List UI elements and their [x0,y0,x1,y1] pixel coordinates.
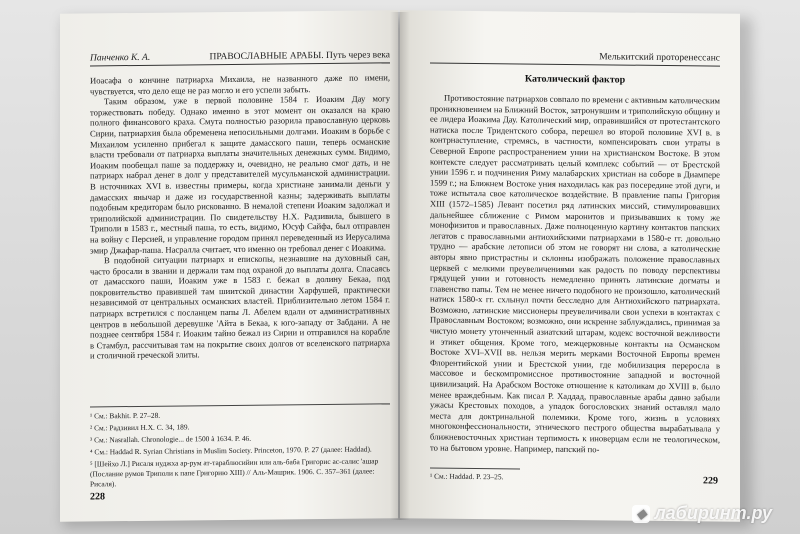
footnote: ² См.: Радзивил Н.Х. С. 34, 189. [90,422,190,433]
paragraph: В подобной ситуации патриарх и епископы, незнавшие на духовный сан, часто бросали в звании и держали там под охраной до выплаты долга. Спасаясь от дамасского паши, Иоаким уже в 1583 г. бежал в долину Бекаа, под покровительство правившей там шиитской династии Харфушей, практически независимой от центральных османских властей. Приблизительно летом 1584 г. патриарх встретился с посланцем папы Л. Абелем вдали от административных центров в небольшой деревушке 'Айта в Бекаа, к юго-западу от Забдани. А не позднее сентября 1584 г. Иоаким тайно бежал из Сирии и отправился на корабле в Стамбул, рассчитывая там на покрытие своих долгов от вселенского патриарха и столичной греческой элиты. [90,252,390,361]
footnote: ¹ См.: Haddad. P. 23–25. [430,471,504,482]
left-running-title: ПРАВОСЛАВНЫЕ АРАБЫ. Путь через века [209,50,390,63]
right-footnotes [430,468,720,487]
watermark [632,503,772,524]
right-body-text [430,93,720,456]
left-footnotes [90,403,390,491]
footnote: ⁵ [Шейхо Л.] Рисаля нуджха ар-рум ат-тараблюсийин или аль-баба Григорис ас-салис 'ашар (Послание румов Триполи к папе Григорию XIII) // Аль-Машрик. 1906. С. 357–361 (далее: Рисаля). [90,456,379,489]
page-number: 229 [703,475,718,487]
right-page [400,10,740,522]
right-running-title: Мелькитский протоpенессанс [599,52,720,64]
left-running-head [90,50,390,66]
watermark-text: лабиринт.ру [654,503,772,523]
labirint-logo-icon: ◆ [632,505,650,523]
right-running-head [430,51,720,67]
left-page [60,10,398,522]
author-name: Панченко К. А. [90,52,151,64]
footnote: ³ См.: Nasrallah. Chronologie... de 1500 à 1634. P. 46. [90,433,252,445]
footnote: ¹ См.: Bakhit. P. 27–28. [90,410,161,421]
paragraph: Иоасафа о кончине патриарха Михаила, не названного даже по имени, чувствуется, что дело еще не раз могло и его успели забыть. [90,72,390,97]
left-body-text [90,72,390,361]
page-number: 228 [90,491,105,503]
book-gutter [390,12,410,520]
footnote: ⁴ См.: Haddad R. Syrian Christians in Muslim Society. Princeton, 1970. P. 27 (далее: Haddad). [90,444,372,457]
section-title: Католический фактор [524,73,626,86]
paragraph: Противостояние патриархов совпало по времени с активным католическим проникновением на Ближний Восток, затронувшим и триполийскую общину и ее лидера Иоакима Дау. Католический мир, оправившийся от протестантского натиска после Тридентского собора, перешел во второй половине XVI в. в контрнаступление, стремясь, в частности, компенсировать свои утраты в Северной Европе распространением унии на христианском Востоке. В этом контексте следует рассматривать целый комплекс событий — от Брестской унии 1596 г. и подчинения Риму малабарских христиан на соборе в Диампере 1599 г.; на Ближнем Востоке уния находилась как раз посередине этой дуги, и тоже испытала свое католическое воздействие. В правление папы Григория XIII (1572–1585) Левант посетил ряд латинских миссий, стимулировавших дальнейшее сближение с Римом маронитов и призывавших к тому же монофизитов и православных. Даже полноценную картину контактов папских легатов с православными антиохийскими патриархами в 1580-е гг. довольно трудно — арабские летописи об этом не говорят ни слова, а католические авторы явно пристрастны и склонны изображать положение православных церквей с мелкими преувеличениями как радость по поводу перспективы грядущей унии и готовность немедленно принять латинские догматы и главенство папы. Тем не менее ничего подобного не произошло, католический натиск 1580-х гг. схлынул почти бесследно для Антиохийского патриархата. Возможно, латинские миссионеры преувеличивали свои успехи в контактах с Православным Востоком; возможно, они искренне заблуждались, принимая за чистую монету утонченный азиатский штарам, кодекс восточной вежливости и этикет общения. Кроме того, межцерковные контакты на Османском Востоке XVI–XVII вв. нельзя мерить мерками Восточной Европы времен Флорентийской унии и Брестской унии, где мобилизация переросла в массовое и бескомпромиссное противостояние западной и восточной цивилизаций. На Арабском Востоке отношение к католикам до XVIII в. было менее враждебным. Как писал Р. Хаддад, православные арабы давно забыли ужасы Крестовых походов, а упадок богословских знаний оставлял мало места для доктринальной полемики. Кроме того, жизнь в условиях многоконфессиональности, этнического пестрого общества вырабатывала у ближневосточных христиан терпимость к иноверцам если не теологическом, то на бытовом уровне. Например, папский по- [430,92,720,454]
footnote-rule [430,468,520,470]
open-book [60,12,740,520]
paragraph: Таким образом, уже в первой половине 1584 г. Иоаким Дау могу торжествовать победу. Однако именно в этот момент он оказался на краю полного финансового краха. Смута полностью разорила православную церковь Сирии, патриархия была обременена непосильными долгами. Иоаким в борьбе с Михаилом усиленно прибегал к защите дамасского паши, теперь османские власти требовали от патриарха выплаты значительных денежных сумм. Видимо, Иоаким пообещал паше за поддержку и, очевидно, не реально смог дать, и не патриарх набрал денег в долг у представителей мусульманской администрации. В источниках XVI в. известны примеры, когда христиане занимали деньги у дамасских янычар и даже из государственной казны; задерживать выплаты подобным кредиторам было рискованно. В немалой степени Иоаким задолжал и триполийской администрации. По свидетельству Н.Х. Радзивила, бывшего в Триполи в 1583 г., местный паша, то есть, видимо, Юсуф Сайфа, был отправлен на войну с Персией, и управление городом принял переведенный из Иерусалима эмир Джафар-паша. Насралла считает, что именно он требовал денег с Иоакима. [90,93,390,255]
